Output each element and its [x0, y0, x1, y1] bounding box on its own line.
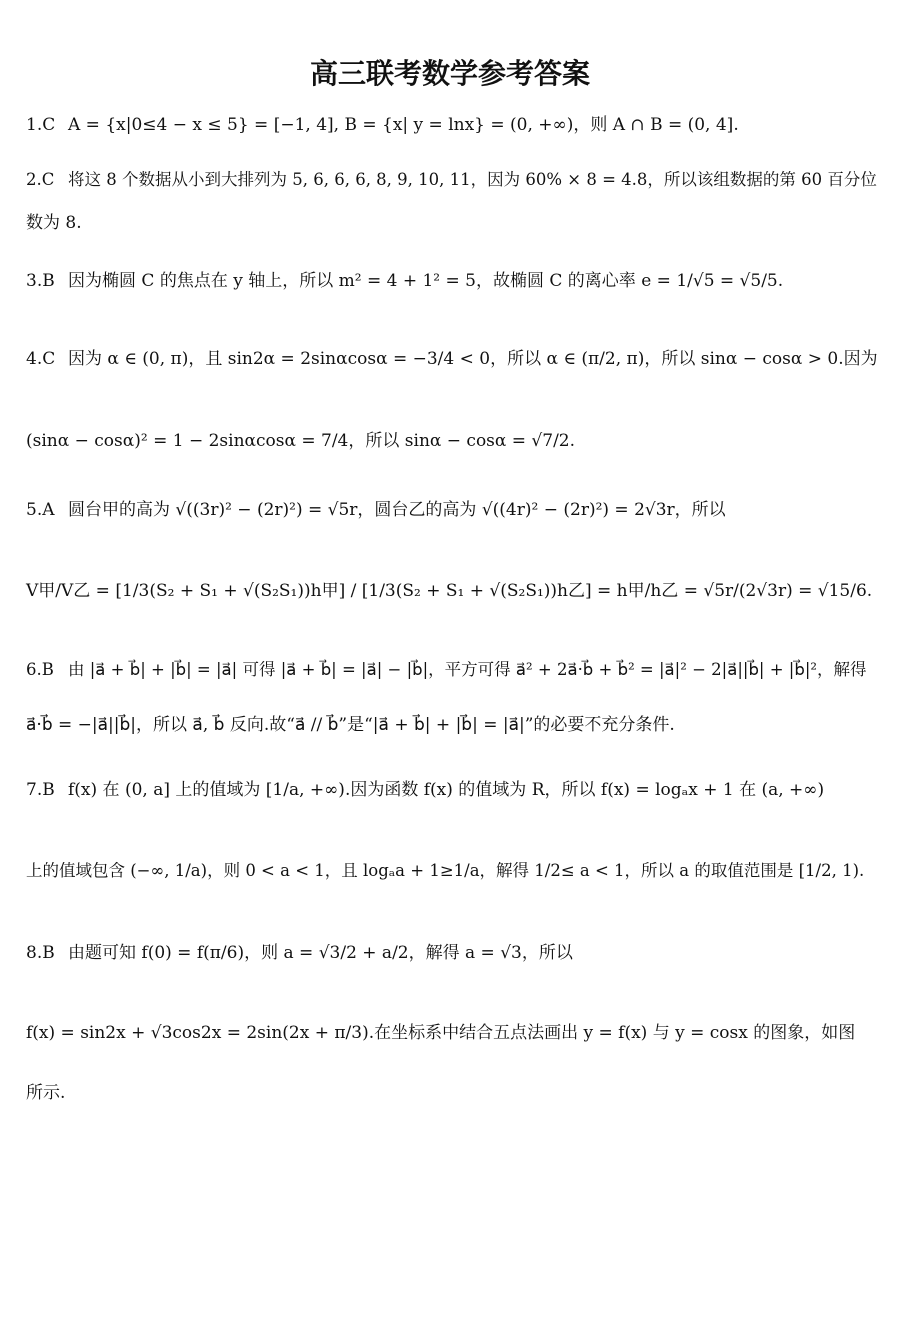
answer-4 — [26, 346, 880, 372]
answer-text: 因为椭圆 C 的焦点在 y 轴上，所以 m² = 4 + 1² = 5，故椭圆 C 的离心率 e = 1/√5 = √5/5. — [68, 271, 784, 291]
answer-label: 5.A — [26, 500, 55, 520]
answer-6-cont — [26, 712, 880, 738]
answer-text: 所示. — [26, 1083, 66, 1103]
answer-8-cont — [26, 1020, 880, 1046]
answer-text: 将这 8 个数据从小到大排列为 5, 6, 6, 6, 8, 9, 10, 11，因为 60% × 8 = 4.8，所以该组数据的第 60 百分位 — [68, 170, 877, 189]
answer-2 — [26, 167, 880, 193]
answer-label: 3.B — [26, 271, 55, 291]
answer-7 — [26, 777, 880, 803]
answer-text: 由题可知 f(0) = f(π/6)，则 a = √3/2 + a/2，解得 a = √3，所以 — [68, 943, 573, 963]
answer-text: (sinα − cosα)² = 1 − 2sinαcosα = 7/4，所以 sinα − cosα = √7/2. — [26, 431, 576, 451]
answer-5 — [26, 497, 880, 523]
answer-2-cont — [26, 210, 880, 236]
answer-text: 圆台甲的高为 √((3r)² − (2r)²) = √5r，圆台乙的高为 √((4r)² − (2r)²) = 2√3r，所以 — [68, 500, 726, 520]
answer-text: 由 |a⃗ + b⃗| + |b⃗| = |a⃗| 可得 |a⃗ + b⃗| = |a⃗| − |b⃗|，平方可得 a⃗² + 2a⃗·b⃗ + b⃗² = |a⃗|² − 2|a⃗||b⃗| + |b⃗|²，解得 — [68, 660, 867, 679]
answer-label: 8.B — [26, 943, 55, 963]
page-title: 高三联考数学参考答案 — [309, 57, 590, 90]
answer-6 — [26, 657, 880, 683]
answer-label: 6.B — [26, 660, 54, 679]
answer-text: A = {x|0≤4 − x ≤ 5} = [−1, 4], B = {x| y = lnx} = (0, +∞)，则 A ∩ B = (0, 4]. — [68, 115, 739, 135]
answer-4-cont — [26, 428, 880, 454]
answer-text: f(x) 在 (0, a] 上的值域为 [1/a, +∞).因为函数 f(x) 的值域为 R，所以 f(x) = logₐx + 1 在 (a, +∞) — [68, 780, 825, 800]
answer-3 — [26, 268, 880, 294]
answer-text: a⃗·b⃗ = −|a⃗||b⃗|，所以 a⃗, b⃗ 反向.故“a⃗ // b⃗”是“|a⃗ + b⃗| + |b⃗| = |a⃗|”的必要不充分条件. — [26, 715, 675, 735]
answer-8-cont2 — [26, 1080, 880, 1106]
answer-label: 2.C — [26, 170, 55, 189]
answer-8 — [26, 940, 880, 966]
answer-text: 上的值域包含 (−∞, 1/a)，则 0 < a < 1，且 logₐa + 1≥1/a，解得 1/2≤ a < 1，所以 a 的取值范围是 [1/2, 1). — [26, 861, 865, 880]
answer-label: 7.B — [26, 780, 55, 800]
answer-7-cont — [26, 858, 880, 884]
answer-label: 4.C — [26, 349, 56, 369]
answer-text: f(x) = sin2x + √3cos2x = 2sin(2x + π/3).在坐标系中结合五点法画出 y = f(x) 与 y = cosx 的图象，如图 — [26, 1023, 856, 1043]
answer-text: V甲/V乙 = [1/3(S₂ + S₁ + √(S₂S₁))h甲] / [1/3(S₂ + S₁ + √(S₂S₁))h乙] = h甲/h乙 = √5r/(2√3r) = √15/6. — [26, 581, 873, 601]
answer-1 — [26, 112, 880, 138]
answer-text: 数为 8. — [26, 213, 82, 233]
answer-label: 1.C — [26, 115, 56, 135]
answer-text: 因为 α ∈ (0, π)，且 sin2α = 2sinαcosα = −3/4 < 0，所以 α ∈ (π/2, π)，所以 sinα − cosα > 0.因为 — [68, 349, 878, 369]
answer-5-cont — [26, 578, 880, 604]
